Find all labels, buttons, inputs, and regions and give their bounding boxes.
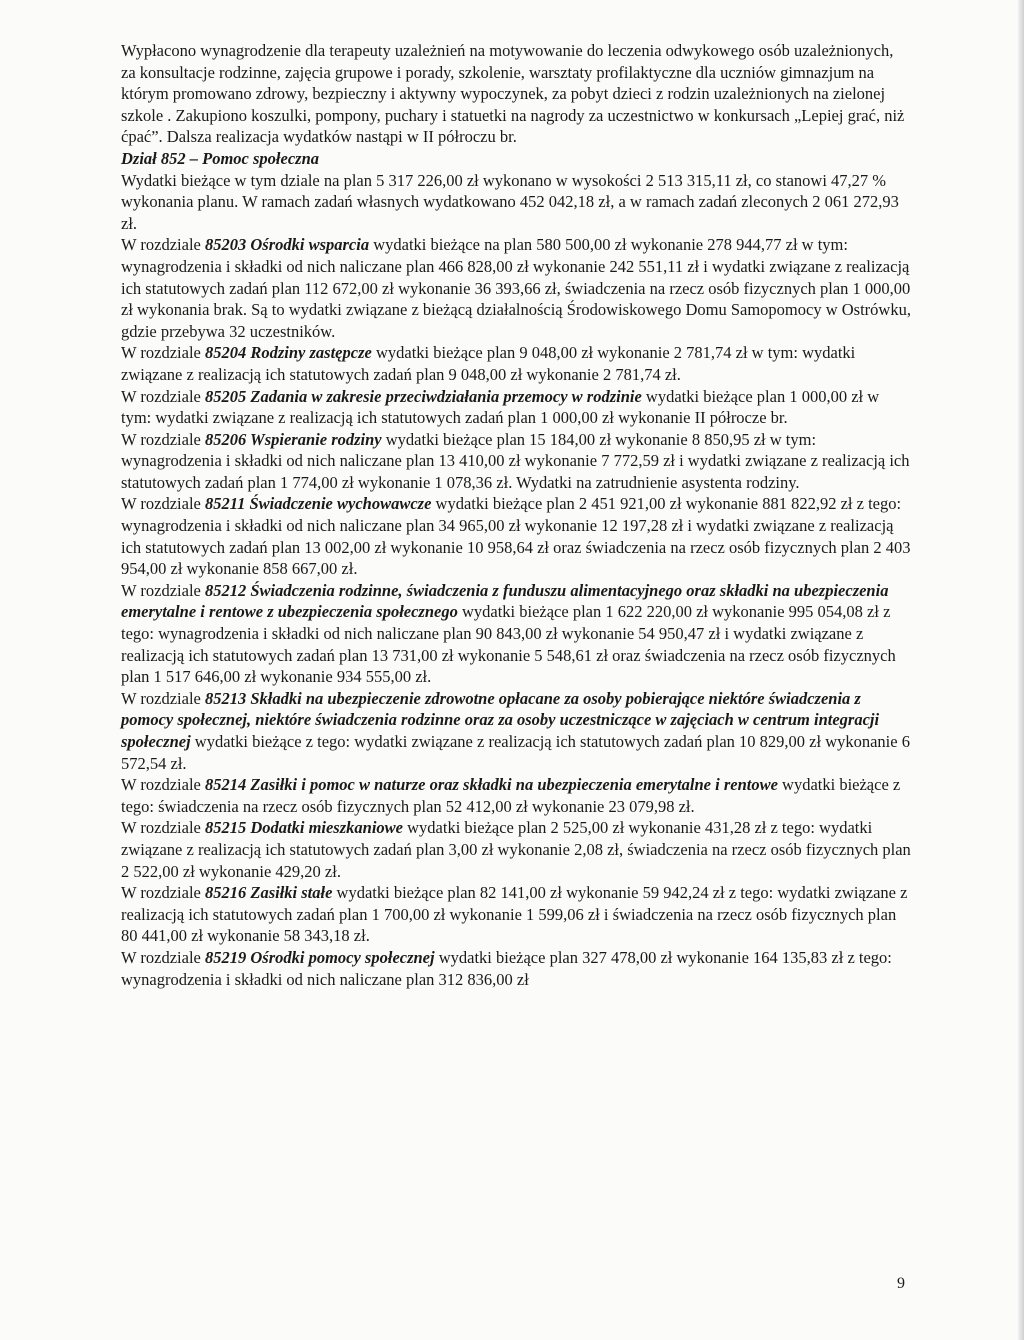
paragraph-prefix: W rozdziale [121,343,205,363]
paragraph-prefix: W rozdziale [121,818,205,838]
paragraph-text: wydatki bieżące z tego: świadczenia na rzecz osób fizycznych plan 52 412,00 zł wykonanie 23 079,98 zł. [121,775,901,816]
chapter-title: 85219 Ośrodki pomocy społecznej [204,947,435,967]
chapter-title: 85211 Świadczenie wychowawcze [204,494,432,514]
paragraph-85206 [121,429,911,494]
chapter-title: 85205 Zadania w zakresie przeciwdziałania przemocy w rodzinie [204,386,642,406]
paragraph-prefix: W rozdziale [121,494,205,514]
scan-edge [1018,0,1024,1340]
paragraph-prefix: W rozdziale [121,688,205,708]
paragraph-prefix: W rozdziale [121,947,205,967]
paragraph-85215 [121,817,911,882]
page-number: 9 [897,1275,905,1292]
paragraph-85216 [121,882,911,947]
paragraph-prefix: W rozdziale [121,429,205,449]
paragraph-prefix: W rozdziale [121,386,205,406]
paragraph-prefix: W rozdziale [121,883,205,903]
paragraph-85203 [121,234,911,342]
paragraph-prefix: W rozdziale [121,775,205,795]
paragraph-85214 [121,774,911,817]
section-heading: Dział 852 – Pomoc społeczna [121,148,319,168]
paragraph-text: wydatki bieżące z tego: wydatki związane z realizacją ich statutowych zadań plan 10 829,00 zł wykonanie 6 572,54 zł. [121,732,910,773]
paragraph-85204 [121,342,911,385]
paragraph-85211 [121,493,911,579]
paragraph-text: wydatki bieżące na plan 580 500,00 zł wykonanie 278 944,77 zł w tym: wynagrodzenia i składki od nich naliczane plan 466 828,00 zł wykonanie 242 551,11 zł i wydatki związane z realizacją ich statutowych zadań plan 112 672,00 zł wykonanie 36 393,66 zł, świadczenia na rzecz osób fizycznych plan 1 000,00 zł wykonania brak. Są to wydatki związane z bieżącą działalnością Środowiskowego Domu Samopomocy w Ostrówku, gdzie przebywa 32 uczestników. [121,235,911,341]
paragraph-text: Wydatki bieżące w tym dziale na plan 5 317 226,00 zł wykonano w wysokości 2 513 315,11 zł, co stanowi 47,27 % wykonania planu. W ramach zadań własnych wydatkowano 452 042,18 zł, a w ramach zadań zleconych 2 061 272,93 zł. [121,170,899,233]
paragraph-text: wydatki bieżące plan 327 478,00 zł wykonanie 164 135,83 zł z tego: wynagrodzenia i składki od nich naliczane plan 312 836,00 zł [121,947,892,989]
chapter-title: 85206 Wspieranie rodziny [204,429,382,449]
paragraph-text: wydatki bieżące plan 2 451 921,00 zł wykonanie 881 822,92 zł z tego: wynagrodzenia i składki od nich naliczane plan 34 965,00 zł wykonanie 12 197,28 zł i wydatki związane z realizacją ich statutowych zadań plan 13 002,00 zł wykonanie 10 958,64 zł oraz świadczenia na rzecz osób fizycznych plan 2 403 954,00 zł wykonanie 858 667,00 zł. [121,494,911,579]
chapter-title: 85214 Zasiłki i pomoc w naturze oraz składki na ubezpieczenia emerytalne i rentowe [204,775,778,795]
paragraph-text: wydatki bieżące plan 82 141,00 zł wykonanie 59 942,24 zł z tego: wydatki związane z realizacją ich statutowych zadań plan 1 700,00 zł wykonanie 1 599,06 zł i świadczenia na rzecz osób fizycznych plan 80 441,00 zł wykonanie 58 343,18 zł. [121,883,908,946]
chapter-title: 85213 Składki na ubezpieczenie zdrowotne opłacane za osoby pobierające niektóre świadczenia z pomocy społecznej, niektóre świadczenia rodzinne oraz za osoby uczestniczące w zajęciach w centrum integracji społecznej [121,688,880,751]
paragraph-text: wydatki bieżące plan 2 525,00 zł wykonanie 431,28 zł z tego: wydatki związane z realizacją ich statutowych zadań plan 3,00 zł wykonanie 2,08 zł, świadczenia na rzecz osób fizycznych plan 2 522,00 zł wykonanie 429,20 zł. [121,818,911,881]
paragraph-85219 [121,947,911,990]
paragraph-intro [121,40,911,148]
paragraph-852-summary [121,170,911,235]
paragraph-text: wydatki bieżące plan 15 184,00 zł wykonanie 8 850,95 zł w tym: wynagrodzenia i składki od nich naliczane plan 13 410,00 zł wykonanie 7 772,59 zł i wydatki związane z realizacją ich statutowych zadań plan 1 774,00 zł wykonanie 1 078,36 zł. Wydatki na zatrudnienie asystenta rodziny. [121,429,910,492]
paragraph-85213 [121,688,911,774]
chapter-title: 85215 Dodatki mieszkaniowe [204,818,403,838]
paragraph-text: Wypłacono wynagrodzenie dla terapeuty uzależnień na motywowanie do leczenia odwykowego osób uzależnionych, za konsultacje rodzinne, zajęcia grupowe i porady, szkolenie, warsztaty profilaktyczne dla uczniów gimnazjum na którym promowano zdrowy, bezpieczny i aktywny wypoczynek, za pobyt dzieci z rodzin uzależnionych na zielonej szkole . Zakupiono koszulki, pompony, puchary i statuetki na nagrody za uczestnictwo w konkursach „Lepiej grać, niż ćpać”. Dalsza realizacja wydatków nastąpi w II półroczu br. [121,41,905,147]
chapter-title: 85204 Rodziny zastępcze [204,343,372,363]
paragraph-text: wydatki bieżące plan 1 622 220,00 zł wykonanie 995 054,08 zł z tego: wynagrodzenia i składki od nich naliczane plan 90 843,00 zł wykonanie 54 950,47 zł i wydatki związane z realizacją ich statutowych zadań plan 13 731,00 zł wykonanie 5 548,61 zł oraz świadczenia na rzecz osób fizycznych plan 1 517 646,00 zł wykonanie 934 555,00 zł. [121,602,896,687]
chapter-title: 85203 Ośrodki wsparcia [204,235,370,255]
chapter-title: 85216 Zasiłki stałe [204,883,333,903]
paragraph-85212 [121,580,911,688]
chapter-title: 85212 Świadczenia rodzinne, świadczenia z funduszu alimentacyjnego oraz składki na ubezpieczenia emerytalne i rentowe z ubezpieczenia społecznego [121,580,889,622]
document-body [121,40,911,990]
paragraph-prefix: W rozdziale [121,235,205,255]
paragraph-text: wydatki bieżące plan 9 048,00 zł wykonanie 2 781,74 zł w tym: wydatki związane z realizacją ich statutowych zadań plan 9 048,00 zł wykonanie 2 781,74 zł. [121,343,856,384]
paragraph-text: wydatki bieżące plan 1 000,00 zł w tym: wydatki związane z realizacją ich statutowych zadań plan 1 000,00 zł wykonanie II półrocze br. [121,386,880,428]
paragraph-85205 [121,386,911,429]
paragraph-prefix: W rozdziale [121,580,205,600]
